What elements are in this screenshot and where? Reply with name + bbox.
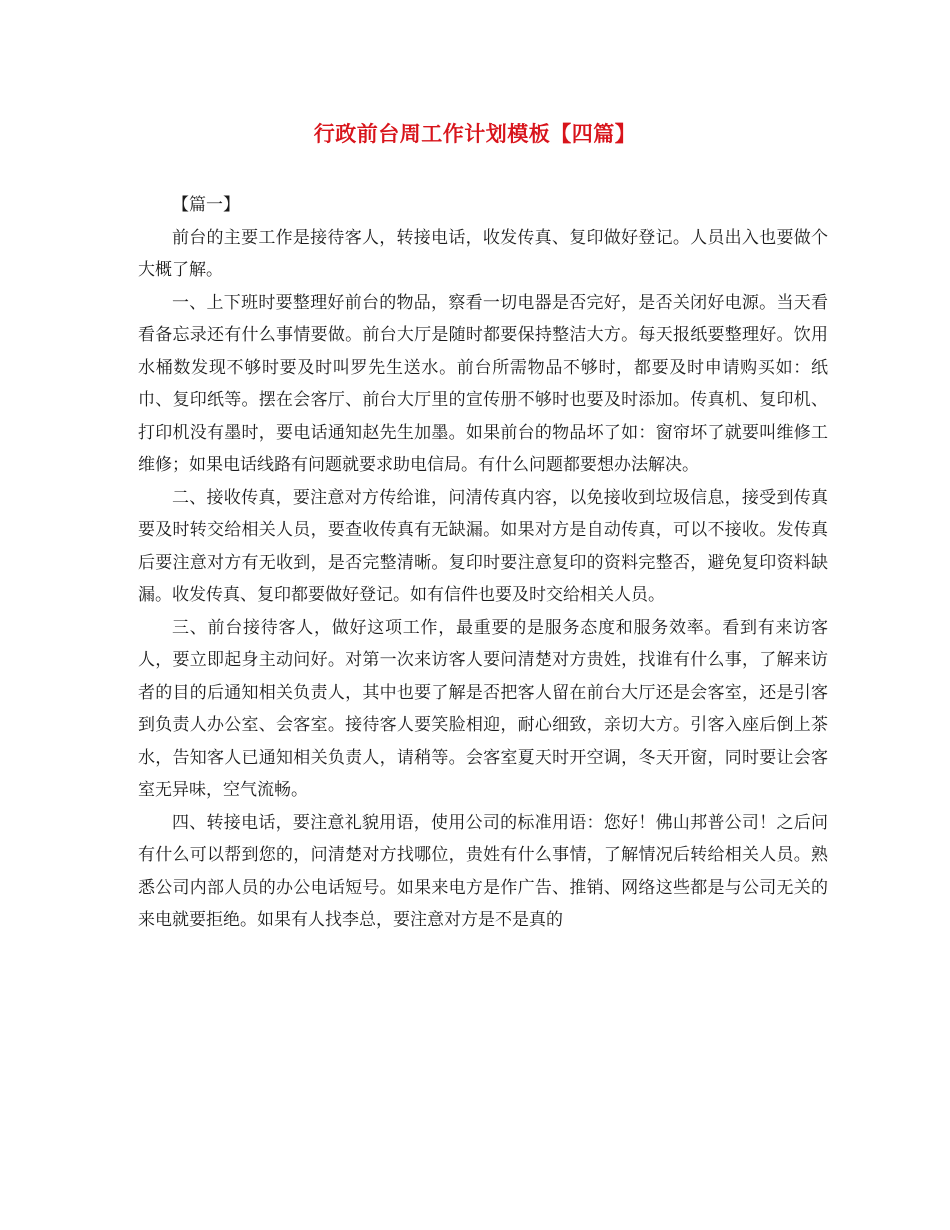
paragraph-3: 三、前台接待客人，做好这项工作，最重要的是服务态度和服务效率。看到有来访客人，要立即起身主动问好。对第一次来访客人要问清楚对方贵姓，找谁有什么事，了解来访者的目的后通知相关负责人，其中也要了解是否把客人留在前台大厅还是会客室，还是引客到负责人办公室、会客室。接待客人要笑脸相迎，耐心细致，亲切大方。引客入座后倒上茶水，告知客人已通知相关负责人，请稍等。会客室夏天时开空调，冬天开窗，同时要让会客室无异味，空气流畅。 [138,617,828,800]
section-label: 【篇一】 [172,195,240,215]
paragraph-1: 一、上下班时要整理好前台的物品，察看一切电器是否完好，是否关闭好电源。当天看看备忘录还有什么事情要做。前台大厅是随时都要保持整洁大方。每天报纸要整理好。饮用水桶数发现不够时要及时叫罗先生送水。前台所需物品不够时，都要及时申请购买如：纸巾、复印纸等。摆在会客厅、前台大厅里的宣传册不够时也要及时添加。传真机、复印机、打印机没有墨时，要电话通知赵先生加墨。如果前台的物品坏了如：窗帘坏了就要叫维修工维修；如果电话线路有问题就要求助电信局。有什么问题都要想办法解决。 [138,292,828,475]
paragraph-2: 二、接收传真，要注意对方传给谁，问清传真内容，以免接收到垃圾信息，接受到传真要及时转交给相关人员，要查收传真有无缺漏。如果对方是自动传真，可以不接收。发传真后要注意对方有无收到，是否完整清晰。复印时要注意复印的资料完整否，避免复印资料缺漏。收发传真、复印都要做好登记。如有信件也要及时交给相关人员。 [138,487,828,605]
paragraph-intro: 前台的主要工作是接待客人，转接电话，收发传真、复印做好登记。人员出入也要做个大概了解。 [138,227,828,280]
paragraph-4: 四、转接电话，要注意礼貌用语，使用公司的标准用语：您好！佛山邦普公司！之后问有什么可以帮到您的，问清楚对方找哪位，贵姓有什么事情，了解情况后转给相关人员。熟悉公司内部人员的办公电话短号。如果来电方是作广告、推销、网络这些都是与公司无关的来电就要拒绝。如果有人找李总，要注意对方是不是真的 [138,812,828,930]
document-title: 行政前台周工作计划模板【四篇】 [313,121,637,146]
document-body [138,189,828,937]
